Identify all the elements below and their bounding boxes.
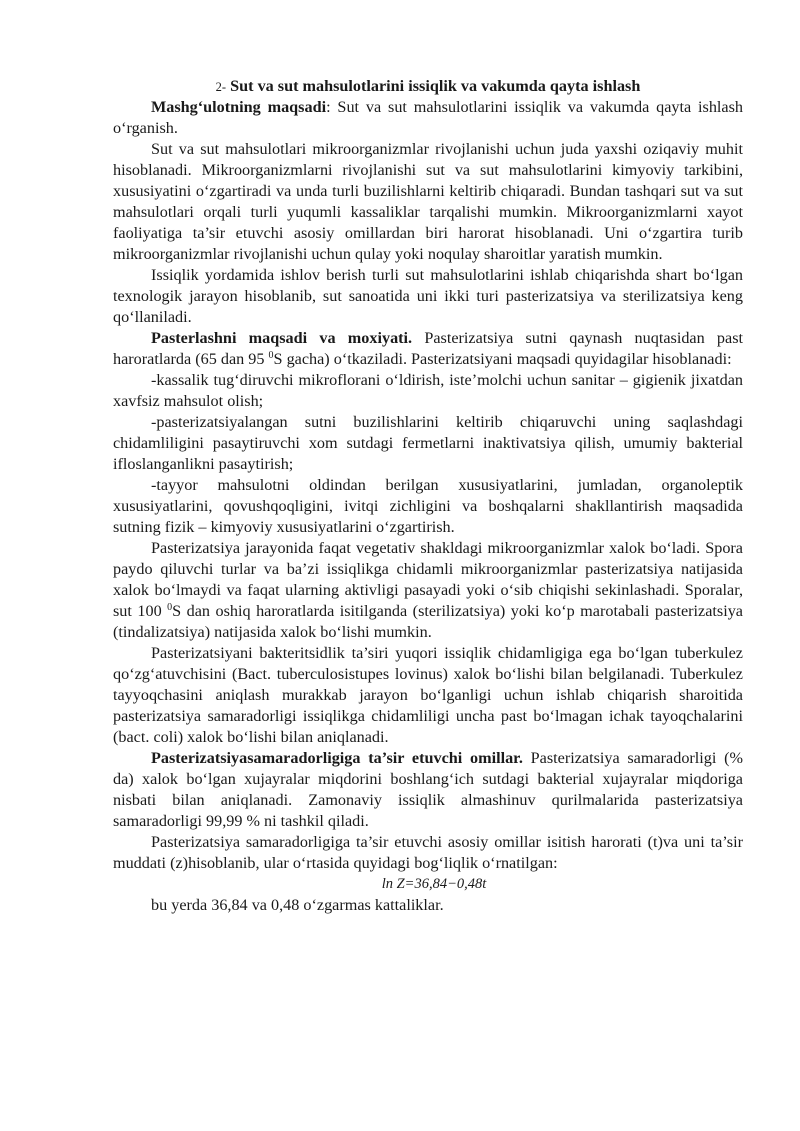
degree-sup: 0 <box>268 350 274 361</box>
document-page <box>113 72 743 916</box>
section-number: 2- <box>215 80 227 94</box>
paragraph-pasteurization-aim: Pasterlashni maqsadi va moxiyati. Pasterizatsiya sutni qaynash nuqtasidan past haroratlarda (65 dan 95 $^0$S gacha) o‘tkaziladi. Pasterizatsiyani maqsadi quyidagilar hisoblanadi: <box>113 329 743 368</box>
aim-text: : Sut va sut mahsulotlarini issiqlik va vakumda qayta ishlash o‘rganish. <box>113 98 743 137</box>
list-item-3: -tayyor mahsulotni oldindan berilgan xususiyatlarini, jumladan, organoleptik xususiyatlarini, qovushqoqligini, ivitqi zichligini va boshqalarni shakllantirish maqsadida sutning fizik – kimyoviy xususiyatlarini o‘zgartirish. <box>113 476 743 536</box>
efficiency-factors-label: Pasterizatsiyasamaradorligiga ta’sir etuvchi omillar. <box>151 749 523 767</box>
paragraph-intro: Sut va sut mahsulotlari mikroorganizmlar rivojlanishi uchun juda yaxshi oziqaviy muhit hisoblanadi. Mikroorganizmlarni rivojlanishi sut va sut mahsulotlarini kimyoviy tarkibini, xususiyatini o‘zgartiradi va unda turli buzilishlarni keltirib chiqaradi. Bundan tashqari sut va sut mahsulotlari orqali turli yuqumli kassaliklar tarqalishi mumkin. Mikroorganizmlarni xayot faoliyatiga ta’sir etuvchi asosiy omillardan biri harorat hisoblanadi. Uni o‘zgartira turib mikroorganizmlar rivojlanishi uchun qulay yoki noqulay sharoitlar yaratish mumkin. <box>113 140 743 263</box>
list-item-1: -kassalik tug‘diruvchi mikroflorani o‘ldirish, iste’molchi uchun sanitar – gigienik jixatdan xavfsiz mahsulot olish; <box>113 371 743 410</box>
paragraph-tuberculosis: Pasterizatsiyani bakteritsidlik ta’siri yuqori issiqlik chidamligiga ega bo‘lgan tuberkulez qo‘zg‘atuvchisini (Bact. tuberculosistupes lovinus) xalok bo‘lishi bilan belgilanadi. Tuberkulez tayyoqchasini aniqlash murakkab jarayon bo‘lganligi uchun ishlab chiqarish sharoitida pasterizatsiya samaradorligi issiqlikga chidamliligi uncha past bo‘lmagan ichak tayoqchalarini (bact. coli) xalok bo‘lishi bilan aniqlanadi. <box>113 644 743 746</box>
paragraph-constants: bu yerda 36,84 va 0,48 o‘zgarmas kattaliklar. <box>151 896 444 914</box>
section-title <box>113 76 743 97</box>
paragraph-temperature-time: Pasterizatsiya samaradorligiga ta’sir etuvchi asosiy omillar isitish harorati (t)va uni ta’sir muddati (z)hisoblanib, ular o‘rtasida quyidagi bog‘liqlik o‘rnatilgan: <box>113 833 743 872</box>
formula: ln Z=36,84−0,48t <box>381 876 487 892</box>
pasteurization-aim-label: Pasterlashni maqsadi va moxiyati. <box>151 329 413 347</box>
degree-sup: 0 <box>167 602 173 613</box>
list-item-2: -pasterizatsiyalangan sutni buzilishlarini keltirib chiqaruvchi uning saqlashdagi chidamliligini pasaytiruvchi xom sutdagi fermetlarni inaktivatsiya qilish, umumiy bakterial ifloslanganlikni pasaytirish; <box>113 413 743 473</box>
aim-paragraph <box>113 97 743 139</box>
paragraph-vegetative: Pasterizatsiya jarayonida faqat vegetativ shakldagi mikroorganizmlar xalok bo‘ladi. Spora paydo qiluvchi turlar va ba’zi issiqlikga chidamli mikroorganizmlar pasterizatsiya natijasida xalok bo‘lmaydi va faqat ularning aktivligi pasayadi yoki o‘sib chiqishi sekinlashadi. Sporalar, sut 100 $^0$S dan oshiq haroratlarda isitilganda (sterilizatsiya) yoki ko‘p marotabali pasterizatsiya (tindalizatsiya) natijasida xalok bo‘lishi mumkin. <box>113 539 743 641</box>
paragraph-heat-treatment: Issiqlik yordamida ishlov berish turli sut mahsulotlarini ishlab chiqarishda shart bo‘lgan texnologik jarayon hisoblanib, sut sanoatida uni ikki turi pasterizatsiya va sterilizatsiya keng qo‘llaniladi. <box>113 266 743 326</box>
paragraph-efficiency-factors: Pasterizatsiyasamaradorligiga ta’sir etuvchi omillar. Pasterizatsiya samaradorligi (% da) xalok bo‘lgan xujayralar miqdorini boshlang‘ich sutdagi bakterial xujayralar miqdoriga nisbati bilan aniqlanadi. Zamonaviy issiqlik almashinuv qurilmalarida pasterizatsiya samaradorligi 99,99 % ni tashkil qiladi. <box>113 749 743 830</box>
aim-label: Mashg‘ulotning maqsadi <box>151 98 327 116</box>
section-title-text: Sut va sut mahsulotlarini issiqlik va vakumda qayta ishlash <box>230 77 641 95</box>
